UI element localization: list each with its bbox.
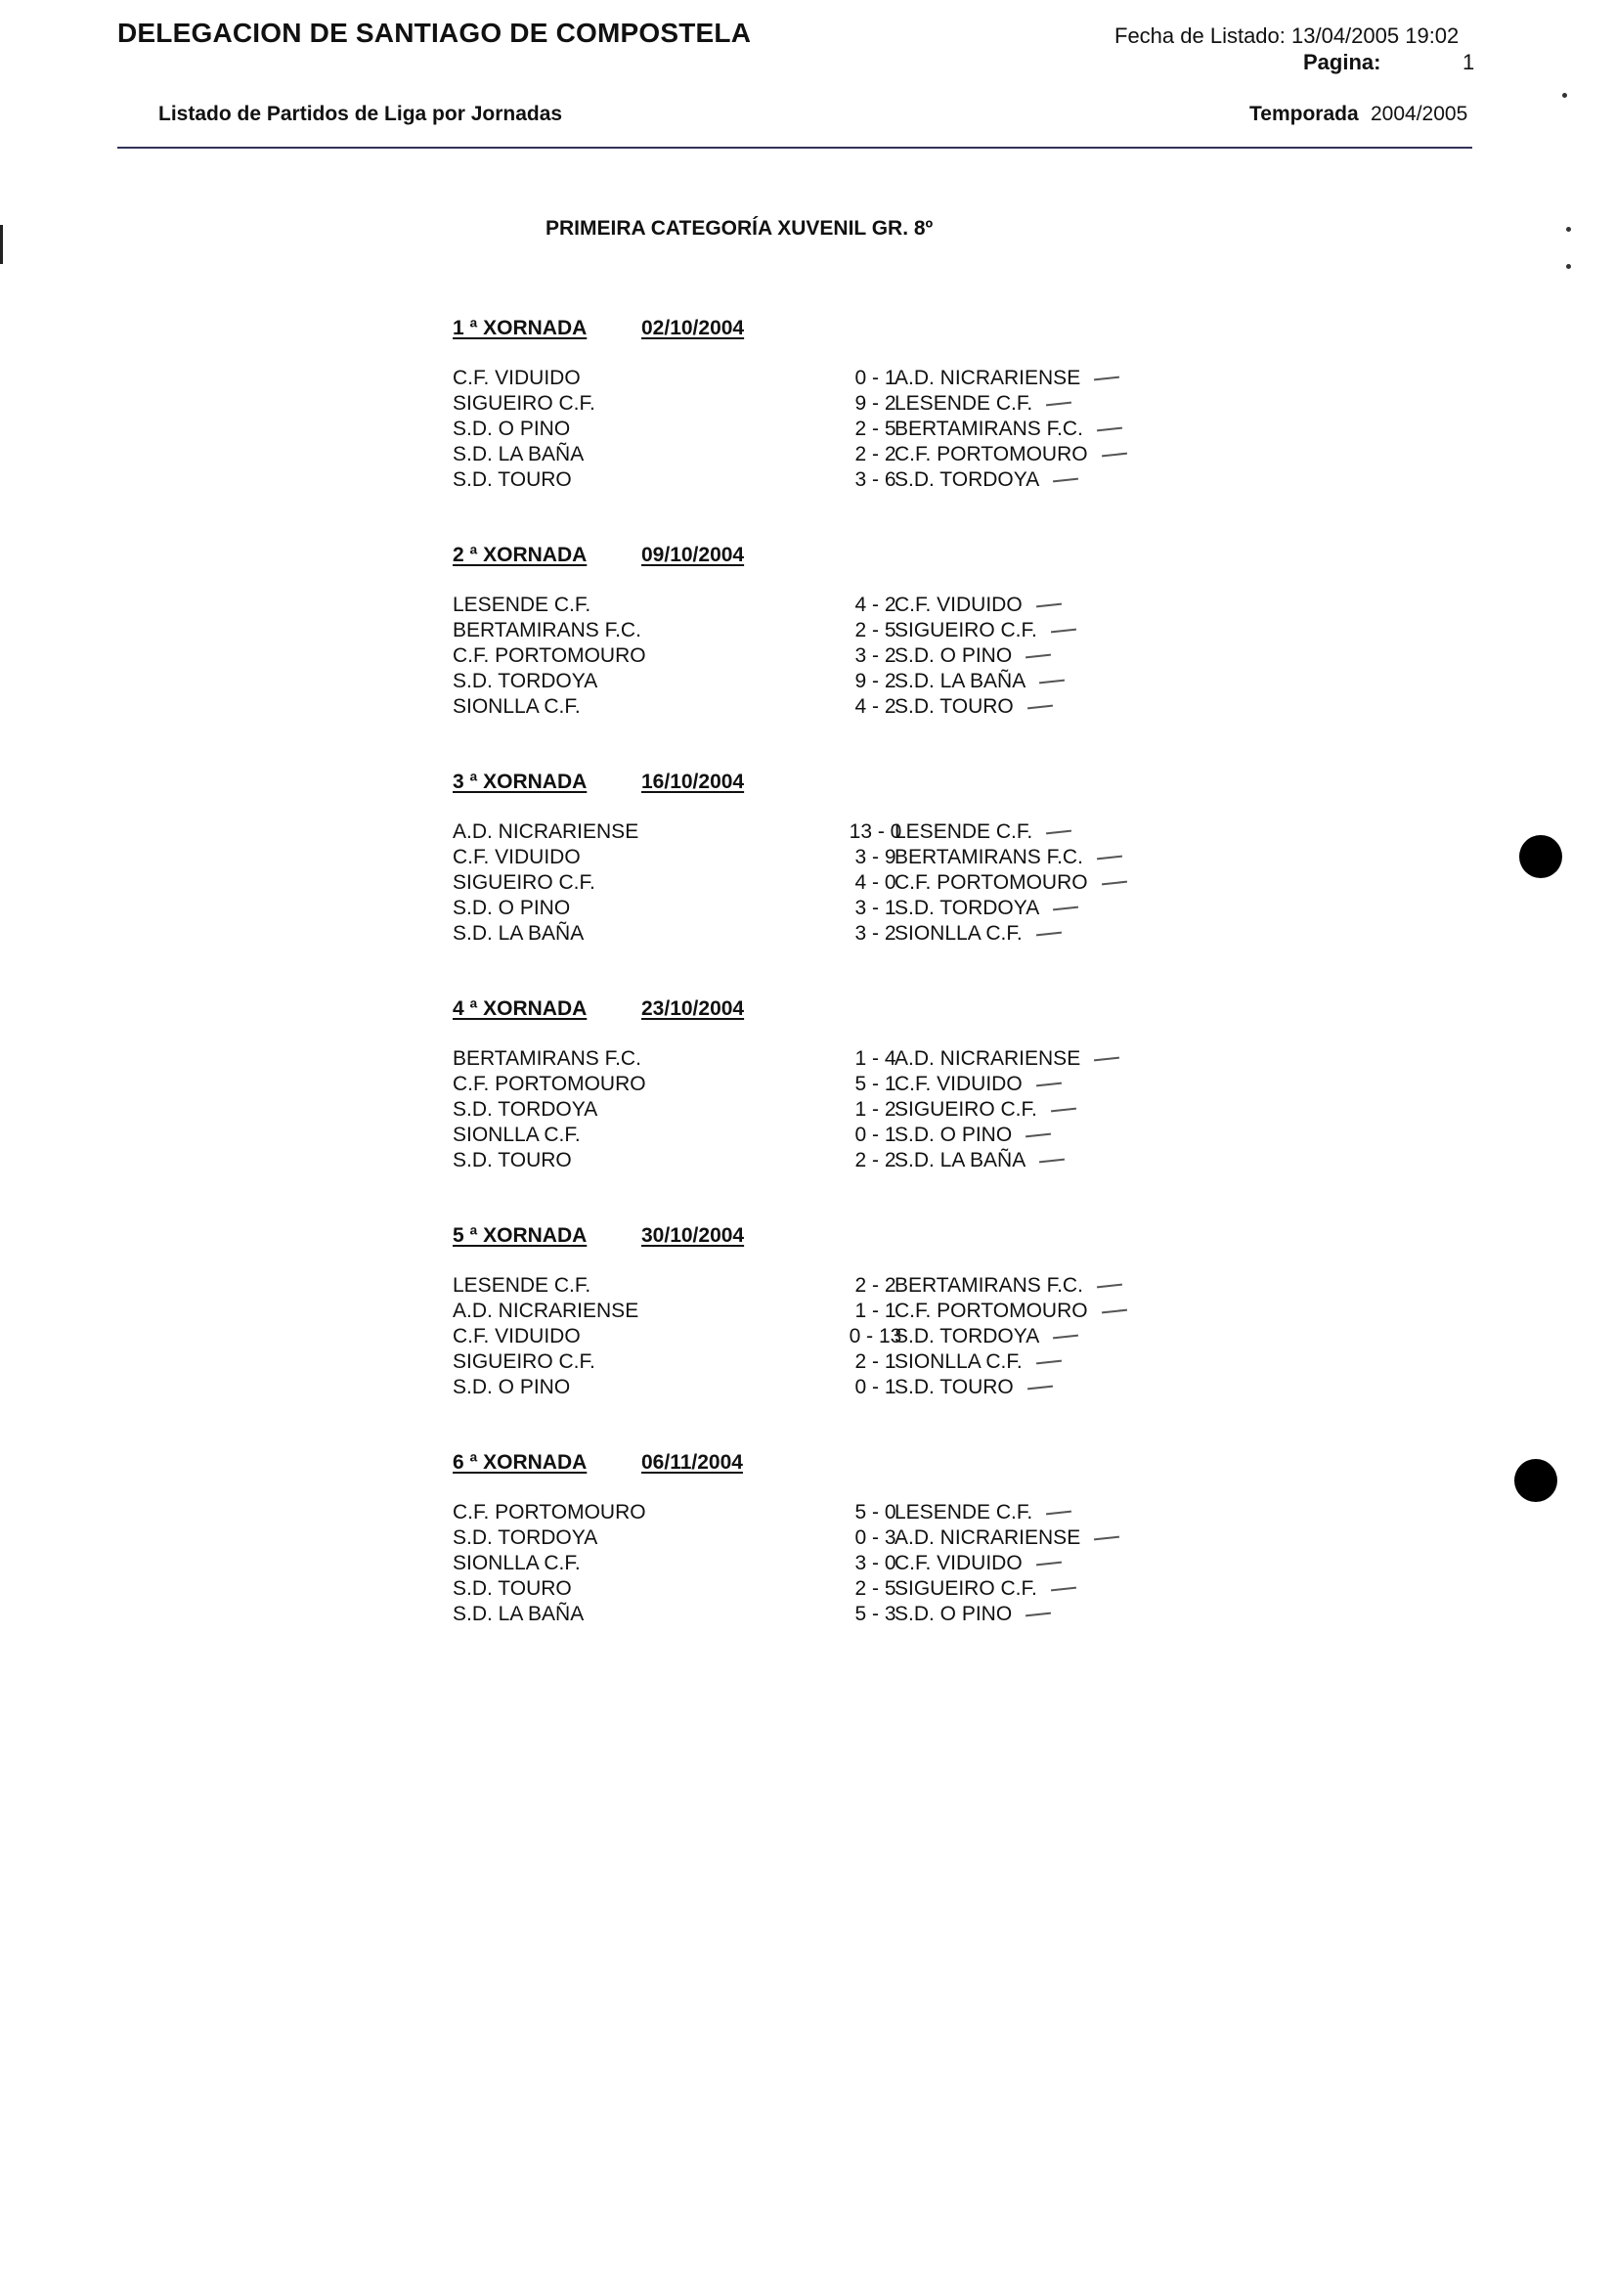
handwritten-check-mark (1036, 1082, 1062, 1087)
scan-edge-mark (0, 225, 3, 264)
handwritten-check-mark (1053, 1335, 1078, 1340)
listing-date: Fecha de Listado: 13/04/2005 19:02 (1114, 23, 1460, 48)
match-score: 9 - 2 (854, 392, 896, 415)
away-cell (895, 1603, 1051, 1626)
away-team: C.F. PORTOMOURO (895, 871, 1088, 894)
handwritten-check-mark (1053, 906, 1078, 911)
round-section (453, 1451, 1137, 1678)
home-team: S.D. O PINO (453, 418, 571, 440)
away-team: S.D. O PINO (895, 1124, 1013, 1146)
match-score: 3 - 9 (854, 846, 896, 868)
match-row (453, 1124, 1137, 1149)
home-team: SIONLLA C.F. (453, 1124, 581, 1146)
home-team: SIONLLA C.F. (453, 1552, 581, 1574)
away-team: S.D. TORDOYA (895, 897, 1040, 919)
match-row (453, 1350, 1137, 1376)
away-team: S.D. O PINO (895, 644, 1013, 667)
match-score: 0 - 1 (854, 367, 896, 389)
round-label: 3 ª XORNADA (453, 771, 588, 793)
match-score: 4 - 0 (854, 871, 896, 894)
handwritten-check-mark (1027, 705, 1053, 710)
match-list (453, 1047, 1137, 1174)
home-team: S.D. TOURO (453, 1149, 572, 1171)
match-row (453, 1552, 1137, 1577)
home-team: C.F. PORTOMOURO (453, 1501, 646, 1523)
home-team: LESENDE C.F. (453, 1274, 591, 1297)
home-team: S.D. LA BAÑA (453, 1603, 585, 1625)
match-score: 5 - 0 (854, 1501, 896, 1523)
away-cell (895, 1149, 1065, 1172)
match-row (453, 897, 1137, 922)
round-label: 2 ª XORNADA (453, 544, 588, 566)
away-cell (895, 1124, 1051, 1147)
away-cell (895, 392, 1071, 416)
handwritten-check-mark (1046, 402, 1071, 407)
match-score: 1 - 2 (854, 1098, 896, 1121)
away-team: S.D. TOURO (895, 1376, 1014, 1398)
away-team: A.D. NICRARIENSE (895, 367, 1081, 389)
match-row (453, 871, 1137, 897)
handwritten-check-mark (1051, 1108, 1076, 1113)
handwritten-check-mark (1094, 1536, 1119, 1541)
match-row (453, 1149, 1137, 1174)
home-team: S.D. LA BAÑA (453, 922, 585, 945)
match-list (453, 820, 1137, 948)
home-team: SIONLLA C.F. (453, 695, 581, 718)
match-row (453, 1603, 1137, 1628)
match-score: 0 - 3 (854, 1526, 896, 1549)
home-team: SIGUEIRO C.F. (453, 871, 595, 894)
away-cell (895, 1350, 1062, 1374)
away-team: BERTAMIRANS F.C. (895, 418, 1083, 440)
handwritten-check-mark (1026, 1612, 1051, 1617)
match-score: 2 - 1 (854, 1350, 896, 1373)
away-cell (895, 644, 1051, 668)
match-score: 3 - 0 (854, 1552, 896, 1574)
home-team: S.D. TORDOYA (453, 1526, 598, 1549)
match-list (453, 367, 1137, 494)
rounds-list (453, 317, 1137, 1678)
match-row (453, 1526, 1137, 1552)
home-team: C.F. PORTOMOURO (453, 1073, 646, 1095)
handwritten-check-mark (1039, 1159, 1065, 1164)
handwritten-check-mark (1027, 1386, 1053, 1391)
home-team: C.F. VIDUIDO (453, 1325, 581, 1347)
round-heading (453, 997, 1137, 1023)
match-score: 2 - 5 (854, 619, 896, 641)
round-label: 4 ª XORNADA (453, 997, 588, 1020)
handwritten-check-mark (1053, 478, 1078, 483)
round-date: 16/10/2004 (641, 771, 745, 793)
home-team: A.D. NICRARIENSE (453, 1300, 639, 1322)
match-row (453, 1501, 1137, 1526)
handwritten-check-mark (1046, 1511, 1071, 1516)
home-team: C.F. VIDUIDO (453, 367, 581, 389)
handwritten-check-mark (1102, 1309, 1127, 1314)
match-list (453, 1501, 1137, 1628)
away-cell (895, 670, 1065, 693)
season-label: Temporada (1249, 103, 1359, 125)
away-team: SIGUEIRO C.F. (895, 1577, 1037, 1600)
handwritten-check-mark (1051, 629, 1076, 634)
away-cell (895, 1325, 1078, 1348)
away-team: C.F. PORTOMOURO (895, 443, 1088, 465)
round-label: 6 ª XORNADA (453, 1451, 588, 1474)
match-score: 4 - 2 (854, 695, 896, 718)
match-row (453, 392, 1137, 418)
away-team: C.F. VIDUIDO (895, 594, 1023, 616)
away-cell (895, 367, 1119, 390)
away-team: S.D. LA BAÑA (895, 1149, 1026, 1171)
handwritten-check-mark (1026, 654, 1051, 659)
round-label: 5 ª XORNADA (453, 1224, 588, 1247)
match-score: 1 - 1 (854, 1300, 896, 1322)
round-date: 02/10/2004 (641, 317, 745, 339)
match-score: 3 - 1 (854, 897, 896, 919)
home-team: BERTAMIRANS F.C. (453, 619, 641, 641)
home-team: SIGUEIRO C.F. (453, 1350, 595, 1373)
away-cell (895, 1376, 1053, 1399)
handwritten-check-mark (1036, 603, 1062, 608)
match-row (453, 1300, 1137, 1325)
away-team: C.F. PORTOMOURO (895, 1300, 1088, 1322)
away-cell (895, 443, 1127, 466)
away-team: S.D. TORDOYA (895, 1325, 1040, 1347)
away-team: S.D. O PINO (895, 1603, 1013, 1625)
match-row (453, 670, 1137, 695)
match-score: 9 - 2 (854, 670, 896, 692)
match-score: 3 - 6 (854, 468, 896, 491)
match-score: 5 - 1 (854, 1073, 896, 1095)
home-team: BERTAMIRANS F.C. (453, 1047, 641, 1070)
match-row (453, 695, 1137, 721)
round-section (453, 771, 1137, 997)
home-team: S.D. TOURO (453, 468, 572, 491)
away-team: LESENDE C.F. (895, 820, 1033, 843)
match-list (453, 1274, 1137, 1401)
round-date: 23/10/2004 (641, 997, 745, 1020)
match-score: 3 - 2 (854, 644, 896, 667)
home-team: S.D. TOURO (453, 1577, 572, 1600)
match-row (453, 1325, 1137, 1350)
handwritten-check-mark (1046, 830, 1071, 835)
round-heading (453, 317, 1137, 342)
match-row (453, 1376, 1137, 1401)
away-cell (895, 1577, 1076, 1601)
away-cell (895, 619, 1076, 642)
match-score: 2 - 5 (854, 418, 896, 440)
away-team: A.D. NICRARIENSE (895, 1526, 1081, 1549)
document-title: DELEGACION DE SANTIAGO DE COMPOSTELA (117, 18, 752, 48)
round-date: 06/11/2004 (641, 1451, 743, 1474)
home-team: S.D. LA BAÑA (453, 443, 585, 465)
round-section (453, 997, 1137, 1224)
match-row (453, 1047, 1137, 1073)
match-row (453, 1073, 1137, 1098)
match-row (453, 443, 1137, 468)
away-cell (895, 1526, 1119, 1550)
away-team: C.F. VIDUIDO (895, 1552, 1023, 1574)
scan-speck (1566, 264, 1571, 269)
away-cell (895, 1552, 1062, 1575)
match-row (453, 644, 1137, 670)
away-team: S.D. TORDOYA (895, 468, 1040, 491)
away-cell (895, 897, 1078, 920)
match-score: 2 - 5 (854, 1577, 896, 1600)
away-team: SIONLLA C.F. (895, 922, 1023, 945)
away-team: SIGUEIRO C.F. (895, 1098, 1037, 1121)
away-team: LESENDE C.F. (895, 1501, 1033, 1523)
away-cell (895, 1098, 1076, 1122)
match-score: 0 - 1 (854, 1376, 896, 1398)
home-team: A.D. NICRARIENSE (453, 820, 639, 843)
round-label: 1 ª XORNADA (453, 317, 588, 339)
season-value: 2004/2005 (1371, 103, 1468, 125)
away-cell (895, 1300, 1127, 1323)
home-team: S.D. TORDOYA (453, 670, 598, 692)
handwritten-check-mark (1102, 453, 1127, 458)
scan-speck (1562, 93, 1567, 98)
away-team: A.D. NICRARIENSE (895, 1047, 1081, 1070)
round-heading (453, 1224, 1137, 1250)
away-cell (895, 468, 1078, 492)
away-cell (895, 871, 1127, 895)
away-team: LESENDE C.F. (895, 392, 1033, 415)
away-cell (895, 594, 1062, 617)
scan-speck (1566, 227, 1571, 232)
handwritten-check-mark (1094, 1057, 1119, 1062)
handwritten-check-mark (1036, 1360, 1062, 1365)
home-team: S.D. O PINO (453, 1376, 571, 1398)
document-subtitle: Listado de Partidos de Liga por Jornadas (158, 103, 563, 125)
home-team: SIGUEIRO C.F. (453, 392, 595, 415)
home-team: C.F. PORTOMOURO (453, 644, 646, 667)
round-heading (453, 1451, 1137, 1477)
match-score: 4 - 2 (854, 594, 896, 616)
handwritten-check-mark (1094, 376, 1119, 381)
away-cell (895, 820, 1071, 844)
home-team: S.D. O PINO (453, 897, 571, 919)
away-cell (895, 418, 1122, 441)
round-date: 30/10/2004 (641, 1224, 745, 1247)
match-row (453, 1098, 1137, 1124)
match-score: 3 - 2 (854, 922, 896, 945)
category-title: PRIMEIRA CATEGORÍA XUVENIL GR. 8º (546, 217, 934, 240)
handwritten-check-mark (1097, 856, 1122, 861)
away-team: BERTAMIRANS F.C. (895, 1274, 1083, 1297)
away-cell (895, 1047, 1119, 1071)
match-score: 2 - 2 (854, 443, 896, 465)
header-divider (117, 147, 1472, 149)
match-score: 2 - 2 (854, 1274, 896, 1297)
round-section (453, 544, 1137, 771)
away-cell (895, 1274, 1122, 1298)
away-team: SIONLLA C.F. (895, 1350, 1023, 1373)
round-heading (453, 544, 1137, 569)
away-team: S.D. TOURO (895, 695, 1014, 718)
away-cell (895, 922, 1062, 946)
away-team: C.F. VIDUIDO (895, 1073, 1023, 1095)
away-cell (895, 846, 1122, 869)
home-team: LESENDE C.F. (453, 594, 591, 616)
handwritten-check-mark (1036, 932, 1062, 937)
punch-hole (1514, 1459, 1557, 1502)
home-team: S.D. TORDOYA (453, 1098, 598, 1121)
match-row (453, 820, 1137, 846)
handwritten-check-mark (1102, 881, 1127, 886)
match-score: 0 - 13 (849, 1325, 902, 1347)
round-heading (453, 771, 1137, 796)
match-score: 0 - 1 (854, 1124, 896, 1146)
away-cell (895, 1073, 1062, 1096)
match-score: 1 - 4 (854, 1047, 896, 1070)
match-row (453, 619, 1137, 644)
handwritten-check-mark (1097, 427, 1122, 432)
match-score: 13 - 0 (849, 820, 902, 843)
match-row (453, 468, 1137, 494)
away-team: BERTAMIRANS F.C. (895, 846, 1083, 868)
handwritten-check-mark (1051, 1587, 1076, 1592)
home-team: C.F. VIDUIDO (453, 846, 581, 868)
handwritten-check-mark (1036, 1562, 1062, 1567)
match-row (453, 1577, 1137, 1603)
away-cell (895, 1501, 1071, 1524)
handwritten-check-mark (1097, 1284, 1122, 1289)
match-score: 5 - 3 (854, 1603, 896, 1625)
page-label: Pagina: (1303, 50, 1381, 74)
handwritten-check-mark (1026, 1133, 1051, 1138)
away-cell (895, 695, 1053, 719)
match-list (453, 594, 1137, 721)
match-row (453, 922, 1137, 948)
round-date: 09/10/2004 (641, 544, 745, 566)
match-row (453, 594, 1137, 619)
round-section (453, 317, 1137, 544)
match-score: 2 - 2 (854, 1149, 896, 1171)
punch-hole (1519, 835, 1562, 878)
page-number: 1 (1462, 50, 1475, 74)
round-section (453, 1224, 1137, 1451)
handwritten-check-mark (1039, 680, 1065, 684)
match-row (453, 1274, 1137, 1300)
match-row (453, 418, 1137, 443)
match-row (453, 367, 1137, 392)
away-team: SIGUEIRO C.F. (895, 619, 1037, 641)
match-row (453, 846, 1137, 871)
away-team: S.D. LA BAÑA (895, 670, 1026, 692)
